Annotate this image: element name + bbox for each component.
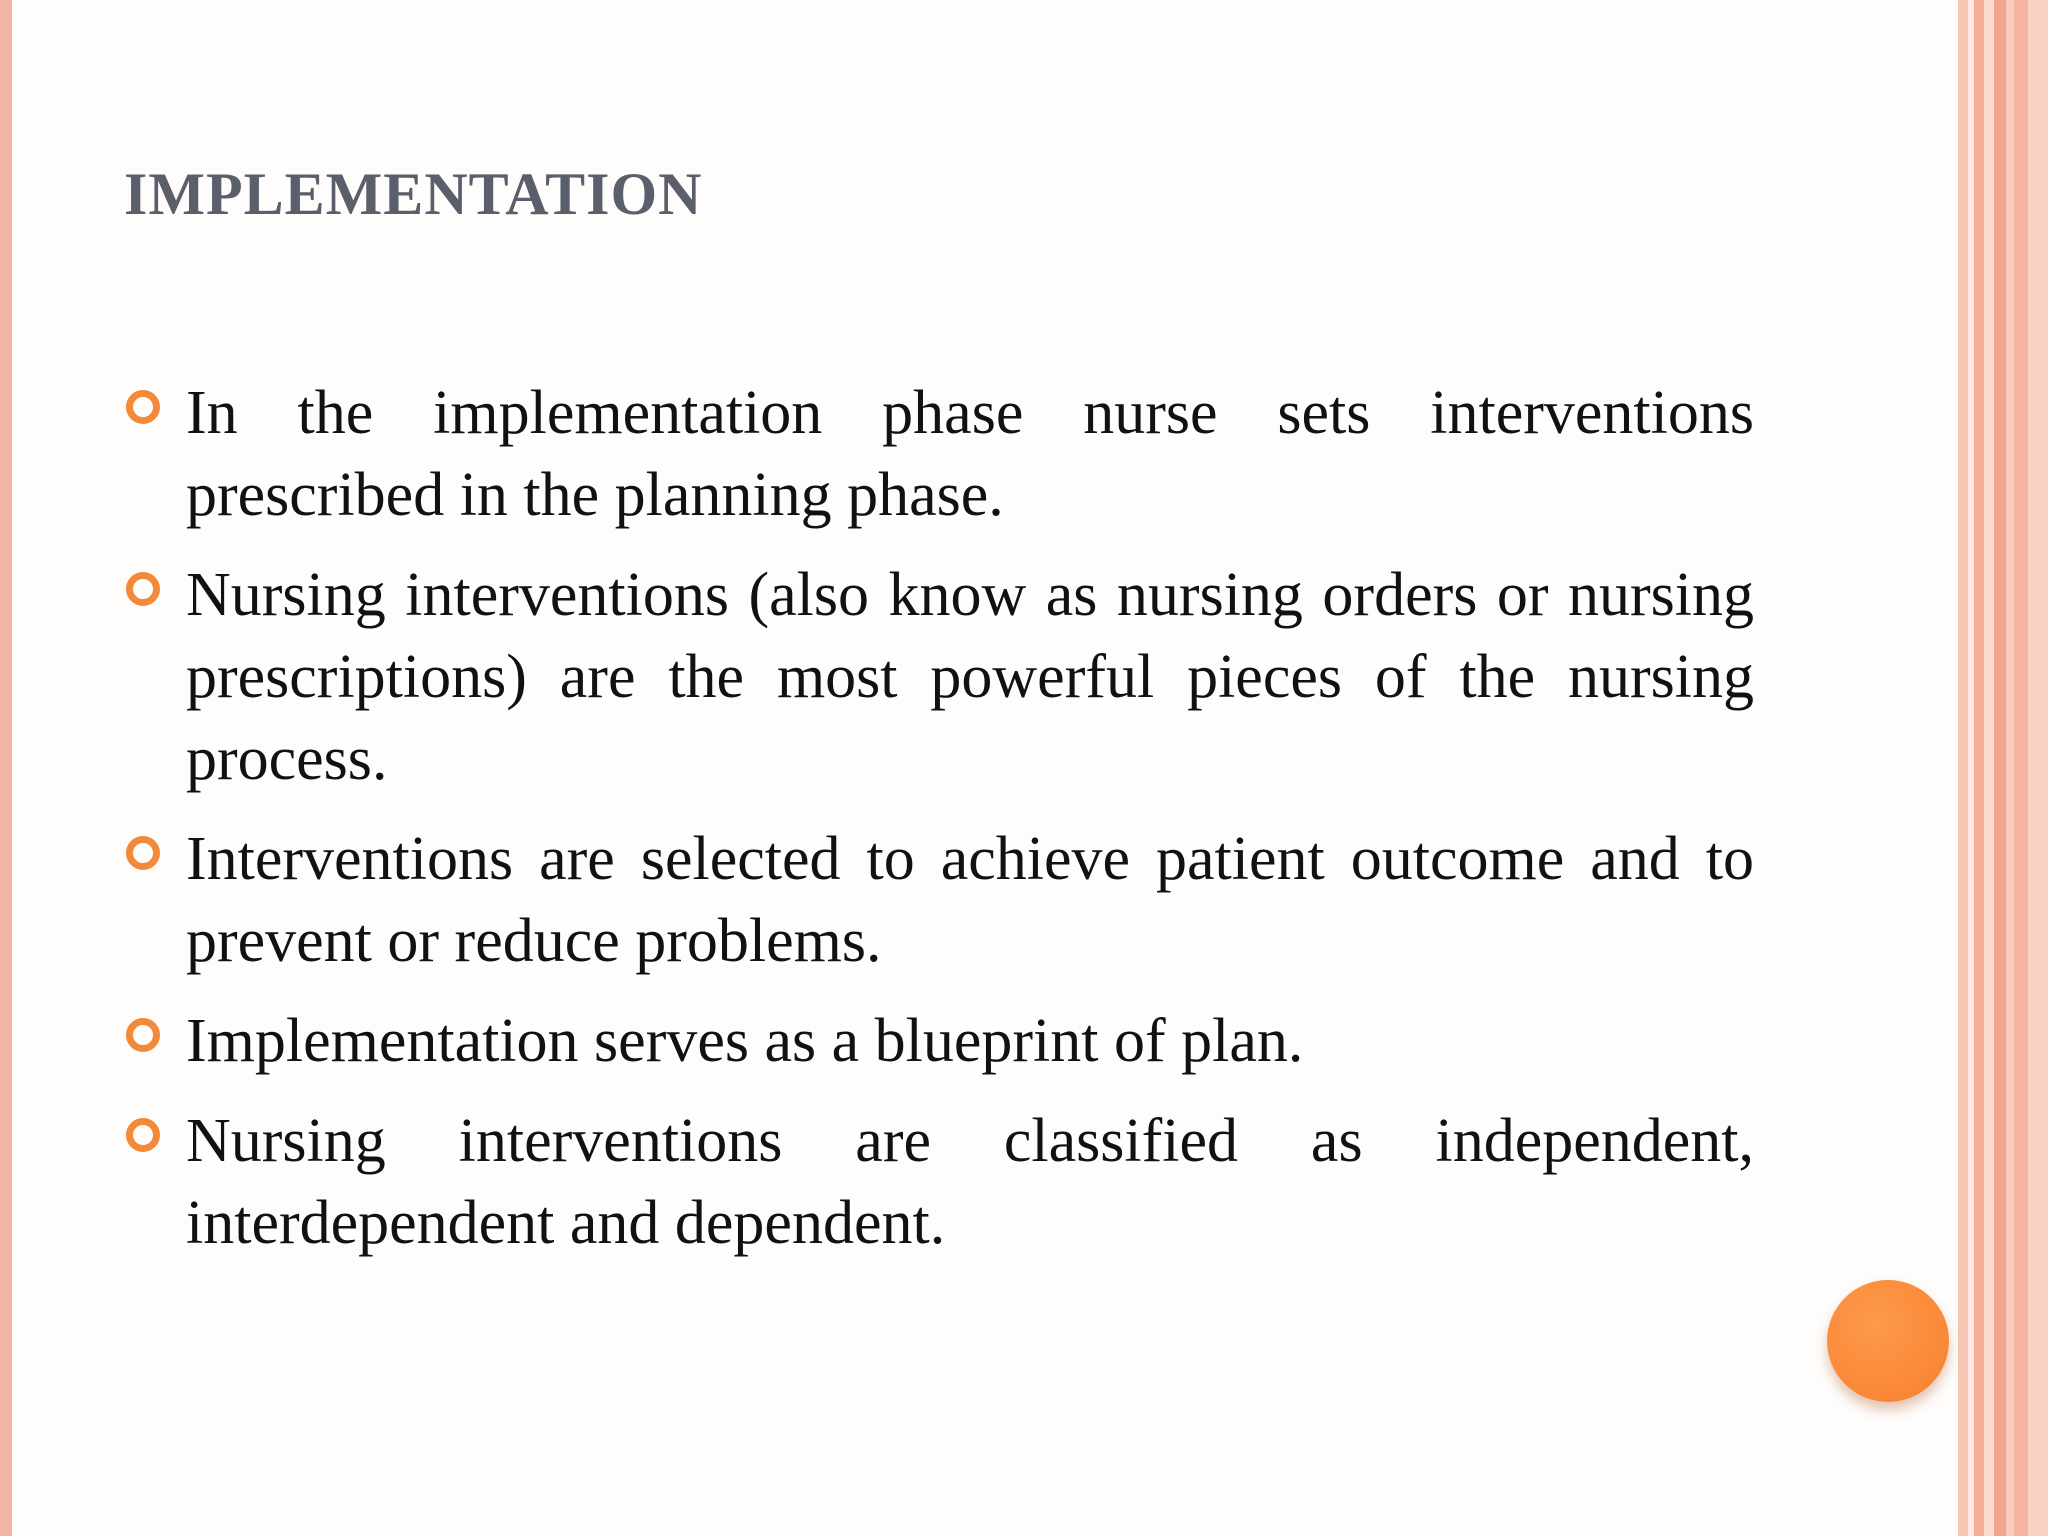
bullet-item [124,554,1754,800]
orange-circle-decoration [1827,1280,1949,1402]
ring-bullet-icon [126,1118,160,1152]
bullet-text: Nursing interventions (also know as nursing orders or nursing prescriptions) are the most powerful pieces of the nursing process. [186,561,1754,793]
bullet-item [124,372,1754,536]
right-stripe-decoration [1974,0,1984,1536]
right-stripe-decoration [2014,0,2028,1536]
bullet-item [124,818,1754,982]
slide-title: IMPLEMENTATION [124,161,703,227]
ring-bullet-icon [126,1018,160,1052]
bullet-item [124,1100,1754,1264]
right-stripe-decoration [2028,0,2048,1536]
right-stripe-decoration [2006,0,2014,1536]
right-stripe-decoration [1994,0,2006,1536]
right-stripe-decoration [1984,0,1994,1536]
bullet-list [124,372,1754,1282]
right-stripe-decoration [1958,0,1968,1536]
left-border-decoration [0,0,12,1536]
bullet-text: Interventions are selected to achieve patient outcome and to prevent or reduce problems. [186,825,1754,975]
bullet-text: Nursing interventions are classified as independent, interdependent and dependent. [186,1107,1754,1257]
bullet-text: In the implementation phase nurse sets interventions prescribed in the planning phase. [186,379,1754,529]
ring-bullet-icon [126,390,160,424]
ring-bullet-icon [126,572,160,606]
bullet-item [124,1000,1754,1082]
bullet-text: Implementation serves as a blueprint of plan. [186,1007,1304,1075]
ring-bullet-icon [126,836,160,870]
